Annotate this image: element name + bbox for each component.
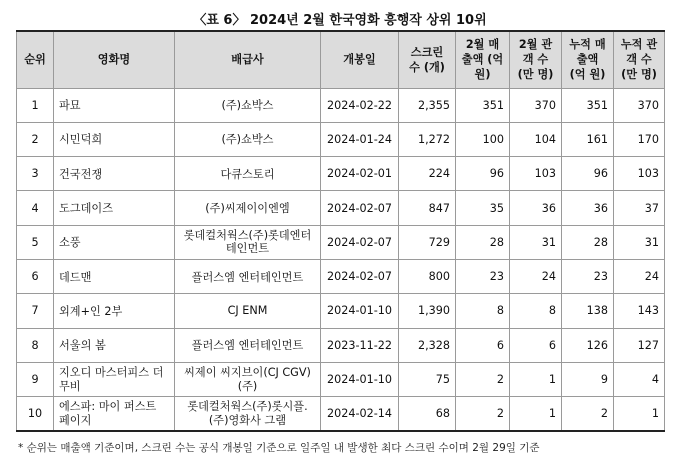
cell-total-audience: 4 — [614, 362, 665, 396]
cell-title: 시민덕희 — [54, 122, 175, 156]
cell-rank: 1 — [17, 88, 54, 122]
cell-release: 2024-02-22 — [321, 88, 399, 122]
cell-rank: 5 — [17, 225, 54, 259]
cell-distributor: (주)씨제이이엔엠 — [175, 191, 321, 225]
cell-feb-sales: 2 — [456, 397, 510, 431]
cell-feb-audience: 103 — [510, 157, 562, 191]
cell-release: 2024-02-01 — [321, 157, 399, 191]
header-feb-audience: 2월 관객 수 (만 명) — [510, 31, 562, 88]
cell-total-sales: 9 — [562, 362, 614, 396]
header-feb-sales: 2월 매출액 (억 원) — [456, 31, 510, 88]
cell-title: 에스파: 마이 퍼스트 페이지 — [54, 397, 175, 431]
cell-distributor: 다큐스토리 — [175, 157, 321, 191]
cell-title: 지오디 마스터피스 더 무비 — [54, 362, 175, 396]
cell-rank: 9 — [17, 362, 54, 396]
cell-total-audience: 127 — [614, 328, 665, 362]
cell-distributor: CJ ENM — [175, 294, 321, 328]
cell-total-sales: 23 — [562, 259, 614, 293]
cell-title: 외계+인 2부 — [54, 294, 175, 328]
header-title: 영화명 — [54, 31, 175, 88]
cell-feb-audience: 1 — [510, 362, 562, 396]
header-screens: 스크린 수 (개) — [399, 31, 456, 88]
table-row — [17, 191, 665, 225]
cell-total-sales: 36 — [562, 191, 614, 225]
cell-feb-sales: 8 — [456, 294, 510, 328]
cell-distributor: 씨제이 씨지브이(CJ CGV)(주) — [175, 362, 321, 396]
table-row — [17, 362, 665, 396]
cell-feb-sales: 28 — [456, 225, 510, 259]
header-row — [17, 31, 665, 88]
cell-title: 데드맨 — [54, 259, 175, 293]
cell-feb-audience: 8 — [510, 294, 562, 328]
cell-feb-audience: 36 — [510, 191, 562, 225]
cell-rank: 2 — [17, 122, 54, 156]
table-row — [17, 294, 665, 328]
cell-feb-sales: 96 — [456, 157, 510, 191]
cell-rank: 7 — [17, 294, 54, 328]
cell-screens: 847 — [399, 191, 456, 225]
cell-distributor: (주)쇼박스 — [175, 122, 321, 156]
cell-distributor: (주)쇼박스 — [175, 88, 321, 122]
cell-release: 2024-02-07 — [321, 191, 399, 225]
cell-total-sales: 2 — [562, 397, 614, 431]
cell-feb-audience: 6 — [510, 328, 562, 362]
cell-screens: 800 — [399, 259, 456, 293]
cell-screens: 729 — [399, 225, 456, 259]
cell-distributor: 롯데컬처웍스(주)롯시플.(주)영화사 그램 — [175, 397, 321, 431]
cell-title: 도그데이즈 — [54, 191, 175, 225]
cell-total-audience: 170 — [614, 122, 665, 156]
table-title: 〈표 6〉 2024년 2월 한국영화 흥행작 상위 10위 — [193, 13, 487, 28]
cell-screens: 224 — [399, 157, 456, 191]
header-release: 개봉일 — [321, 31, 399, 88]
cell-total-audience: 24 — [614, 259, 665, 293]
cell-feb-sales: 6 — [456, 328, 510, 362]
cell-rank: 3 — [17, 157, 54, 191]
cell-screens: 68 — [399, 397, 456, 431]
header-rank: 순위 — [17, 31, 54, 88]
header-total-audience: 누적 관객 수 (만 명) — [614, 31, 665, 88]
cell-release: 2024-02-07 — [321, 225, 399, 259]
table-row — [17, 122, 665, 156]
cell-distributor: 롯데컬처웍스(주)롯데엔터테인먼트 — [175, 225, 321, 259]
cell-feb-sales: 35 — [456, 191, 510, 225]
table-row — [17, 259, 665, 293]
cell-feb-audience: 31 — [510, 225, 562, 259]
cell-total-sales: 96 — [562, 157, 614, 191]
cell-screens: 75 — [399, 362, 456, 396]
cell-feb-audience: 24 — [510, 259, 562, 293]
cell-rank: 4 — [17, 191, 54, 225]
cell-release: 2024-02-14 — [321, 397, 399, 431]
cell-feb-audience: 104 — [510, 122, 562, 156]
header-distributor: 배급사 — [175, 31, 321, 88]
cell-feb-audience: 370 — [510, 88, 562, 122]
cell-total-audience: 37 — [614, 191, 665, 225]
cell-screens: 2,328 — [399, 328, 456, 362]
table-row — [17, 88, 665, 122]
cell-screens: 1,272 — [399, 122, 456, 156]
cell-feb-audience: 1 — [510, 397, 562, 431]
cell-total-audience: 31 — [614, 225, 665, 259]
cell-rank: 8 — [17, 328, 54, 362]
cell-total-sales: 28 — [562, 225, 614, 259]
table-row — [17, 157, 665, 191]
cell-total-sales: 126 — [562, 328, 614, 362]
header-total-sales: 누적 매출액 (억 원) — [562, 31, 614, 88]
table-row — [17, 225, 665, 259]
cell-screens: 2,355 — [399, 88, 456, 122]
table-row — [17, 397, 665, 431]
cell-total-sales: 351 — [562, 88, 614, 122]
cell-rank: 10 — [17, 397, 54, 431]
cell-release: 2024-01-10 — [321, 362, 399, 396]
cell-total-sales: 138 — [562, 294, 614, 328]
cell-distributor: 플러스엠 엔터테인먼트 — [175, 259, 321, 293]
cell-rank: 6 — [17, 259, 54, 293]
cell-distributor: 플러스엠 엔터테인먼트 — [175, 328, 321, 362]
box-office-table — [16, 30, 665, 432]
cell-screens: 1,390 — [399, 294, 456, 328]
cell-title: 파묘 — [54, 88, 175, 122]
cell-total-audience: 370 — [614, 88, 665, 122]
cell-release: 2023-11-22 — [321, 328, 399, 362]
cell-release: 2024-01-10 — [321, 294, 399, 328]
cell-feb-sales: 351 — [456, 88, 510, 122]
footnote: * 순위는 매출액 기준이며, 스크린 수는 공식 개봉일 기준으로 일주일 내 발생한 최다 스크린 수이며 2월 29일 기준 — [18, 442, 540, 454]
cell-total-audience: 103 — [614, 157, 665, 191]
cell-release: 2024-02-07 — [321, 259, 399, 293]
cell-feb-sales: 23 — [456, 259, 510, 293]
cell-title: 소풍 — [54, 225, 175, 259]
cell-title: 건국전쟁 — [54, 157, 175, 191]
cell-feb-sales: 2 — [456, 362, 510, 396]
cell-release: 2024-01-24 — [321, 122, 399, 156]
cell-total-audience: 143 — [614, 294, 665, 328]
cell-feb-sales: 100 — [456, 122, 510, 156]
cell-total-sales: 161 — [562, 122, 614, 156]
cell-title: 서울의 봄 — [54, 328, 175, 362]
cell-total-audience: 1 — [614, 397, 665, 431]
table-row — [17, 328, 665, 362]
